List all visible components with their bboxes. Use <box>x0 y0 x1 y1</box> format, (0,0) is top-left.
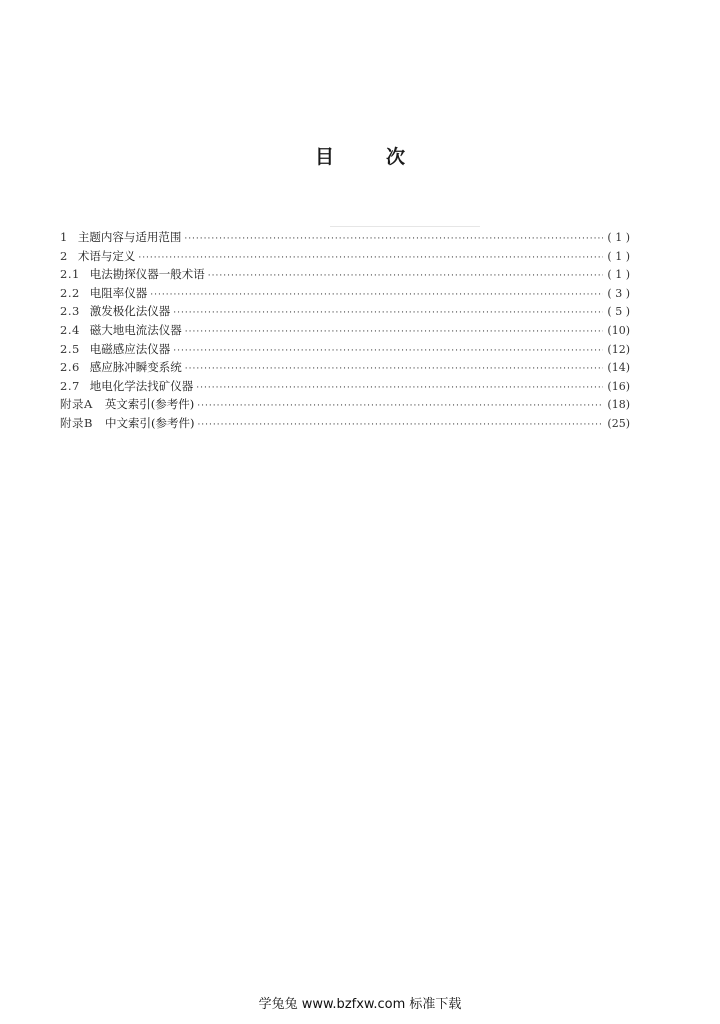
toc-label: 磁大地电流法仪器 <box>89 322 182 337</box>
footer-watermark: 学兔兔 www.bzfxw.com 标准下载 <box>258 997 462 1012</box>
toc-entry[interactable] <box>60 229 630 248</box>
toc-number: 附录B <box>60 415 93 430</box>
toc-label: 主题内容与适用范围 <box>77 230 182 244</box>
toc-number: 2.2 <box>60 285 80 300</box>
toc-number: 2.1 <box>60 267 80 282</box>
toc-label: 地电化学法找矿仪器 <box>89 378 194 393</box>
leader-dots <box>173 346 603 356</box>
toc-entry[interactable] <box>60 359 630 378</box>
leader-dots <box>197 420 603 430</box>
toc-entry[interactable] <box>60 378 630 397</box>
toc-number: 2.3 <box>60 304 80 319</box>
title-char-2: 次 <box>386 146 406 168</box>
leader-dots <box>150 290 603 300</box>
toc-entry[interactable] <box>60 415 630 434</box>
toc-page: (14) <box>607 361 630 375</box>
toc-label: 电阻率仪器 <box>89 285 148 300</box>
toc-number: 2.7 <box>60 378 80 393</box>
toc-page: (25) <box>607 416 630 430</box>
toc-page: ( 1 ) <box>607 268 630 282</box>
toc-page: ( 3 ) <box>607 286 630 300</box>
toc-label: 电磁感应法仪器 <box>89 341 171 356</box>
leader-dots <box>185 364 603 374</box>
toc-number: 2.5 <box>60 341 80 356</box>
toc-label: 术语与定义 <box>77 248 136 263</box>
leader-dots <box>173 308 603 318</box>
toc-label: 激发极化法仪器 <box>89 304 171 319</box>
toc-label: 英文索引(参考件) <box>104 397 195 412</box>
toc-page: ( 1 ) <box>607 231 630 244</box>
toc-page: (10) <box>607 323 630 337</box>
divider <box>330 226 480 227</box>
toc-page: (18) <box>607 398 630 412</box>
toc-number: 2.4 <box>60 322 80 337</box>
toc-entry[interactable] <box>60 396 630 415</box>
toc-entry[interactable] <box>60 303 630 322</box>
toc-number: 1 <box>60 230 68 244</box>
leader-dots <box>196 383 603 393</box>
toc-label: 中文索引(参考件) <box>104 415 195 430</box>
toc-number: 2.6 <box>60 360 80 375</box>
leader-dots <box>208 271 603 281</box>
toc-page: ( 5 ) <box>607 305 630 319</box>
table-of-contents <box>60 229 630 434</box>
toc-entry[interactable] <box>60 341 630 360</box>
toc-page: (16) <box>607 379 630 393</box>
leader-dots <box>184 234 603 244</box>
toc-entry[interactable] <box>60 322 630 341</box>
toc-entry[interactable] <box>60 266 630 285</box>
page-title <box>0 142 720 169</box>
leader-dots <box>185 327 603 337</box>
toc-label: 感应脉冲瞬变系统 <box>89 360 182 375</box>
toc-number: 2 <box>60 248 68 263</box>
toc-page: (12) <box>607 342 630 356</box>
leader-dots <box>197 401 603 411</box>
toc-label: 电法勘探仪器一般术语 <box>89 267 205 282</box>
leader-dots <box>138 253 603 263</box>
toc-entry[interactable] <box>60 248 630 267</box>
toc-page: ( 1 ) <box>607 249 630 263</box>
toc-number: 附录A <box>60 397 93 412</box>
toc-entry[interactable] <box>60 285 630 304</box>
title-char-1: 目 <box>314 146 334 168</box>
